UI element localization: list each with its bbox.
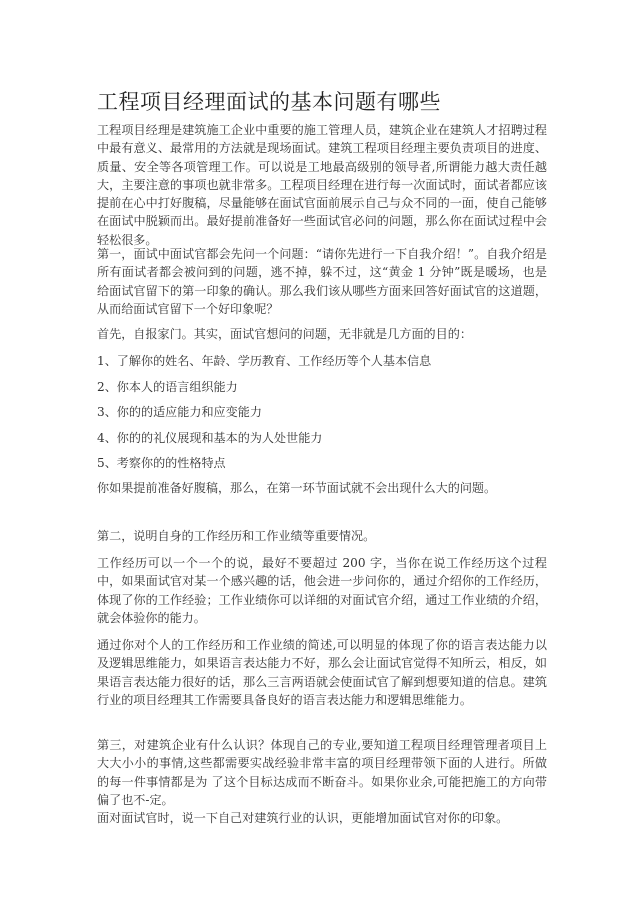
list-item: 2、你本人的语言组织能力 <box>97 380 238 394</box>
work-experience-paragraph: 工作经历可以一个一个的说，最好不要超过 200 字，当你在说工作经历这个过程中，如果面试官对某一个感兴趣的话，他会进一步问你的，通过介绍你的工作经历，体现了你的工作经验；工作业绩你可以详细的对面试官介绍，通过工作业绩的介绍，就会体验你的能力。 <box>97 556 547 625</box>
expression-ability-paragraph: 通过你对个人的工作经历和工作业绩的简述,可以明显的体现了你的语言表达能力以及逻辑思维能力，如果语言表达能力不好，那么会让面试官觉得不知所云，相反，如果语言表达能力很好的话，那么三言两语就会使面试官了解到想要知道的信息。建筑行业的项目经理其工作需要具备良好的语言表达能力和逻辑思维能力。 <box>97 638 547 707</box>
intro-paragraph: 工程项目经理是建筑施工企业中重要的施工管理人员，建筑企业在建筑人才招聘过程中最有意义、最常用的方法就是现场面试。建筑工程项目经理主要负责项目的进度、质量、安全等各项管理工作。可以说是工地最高级别的领导者,所谓能力越大责任越大，主要注意的事项也就非常多。工程项目经理在进行每一次面试时，面试者都应该提前在心中打好腹稿，尽量能够在面试官面前展示自己与众不同的一面，使自己能够在面试中脱颖而出。最好提前准备好一些面试官必问的问题，那么你在面试过程中会轻松很多。 <box>97 123 547 247</box>
section-one-paragraph: 第一，面试中面试官都会先问一个问题：“请你先进行一下自我介绍！”。自我介绍是所有面试者都会被问到的问题，逃不掉，躲不过，这“黄金 1 分钟”既是暖场，也是给面试官留下的第一印象的确认。那么我们该从哪些方面来回答好面试官的这道题，从而给面试官留下一个好印象呢？ <box>97 247 547 316</box>
preparation-paragraph: 你如果提前准备好腹稿，那么，在第一环节面试就不会出现什么大的问题。 <box>97 481 497 495</box>
list-item: 1、了解你的姓名、年龄、学历教育、工作经历等个人基本信息 <box>97 354 432 368</box>
page-title: 工程项目经理面试的基本问题有哪些 <box>97 90 441 114</box>
list-item: 3、你的的适应能力和应变能力 <box>97 405 262 419</box>
list-item: 4、你的的礼仪展现和基本的为人处世能力 <box>97 431 323 445</box>
self-intro-purpose-paragraph: 首先，自报家门。其实，面试官想问的问题，无非就是几方面的目的： <box>97 327 472 341</box>
section-two-heading: 第二，说明自身的工作经历和工作业绩等重要情况。 <box>97 529 376 543</box>
closing-paragraph: 面对面试官时，说一下自己对建筑行业的认识，更能增加面试官对你的印象。 <box>97 811 509 825</box>
list-item: 5、考察你的的性格特点 <box>97 456 226 470</box>
section-three-paragraph: 第三，对建筑企业有什么认识？体现自己的专业,要知道工程项目经理管理者项目上大大小小的事情,这些都需要实战经验非常丰富的项目经理带领下面的人进行。所做的每一件事情都是为 了这个目标达成而不断奋斗。如果你业余,可能把施工的方向带偏了也不-定。 <box>97 738 547 807</box>
